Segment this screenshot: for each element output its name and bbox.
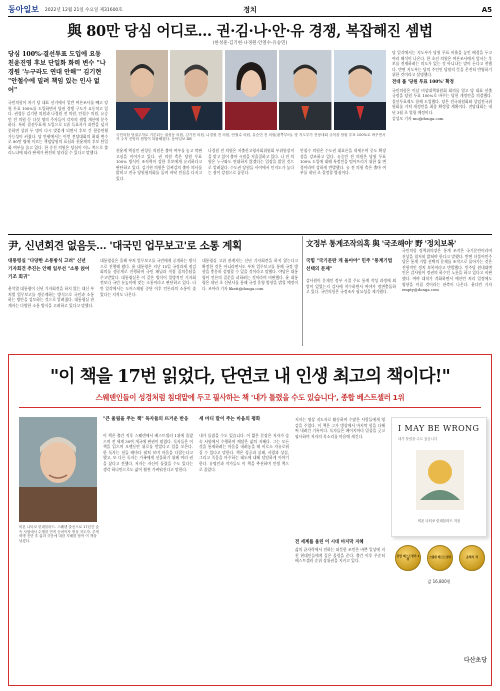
award-medal: 종합 베스트셀러 1위: [395, 545, 421, 571]
top-story-side-column: [392, 50, 492, 230]
third-text-2: 국민의힘 정책위의장은 통계 조작은 국기문란이라며 진상을 철저히 밝혀야 한다고 말했다. 반면 더불어민주당은 통계 기법 선택의 문제를 조작으로 몰아가는 것은 전형적인 정치 보복이라고 반발했다. 민주당 원내대변인은 감사원이 정권의 하수인 노릇을 하고 있다고 비판했다. 여야 대치가 격화하면서 예산안 처리 일정에도 영향을 미칠 것이라는 관측이 나온다.: [402, 248, 492, 287]
ad-column-title: "큰 울림을 주는 책" 독자들의 뜨거운 반응: [103, 417, 189, 422]
book-price: 값 16,800원: [427, 579, 451, 584]
side-text-1: 당 일각에서는 지도부가 당원 투표 비율을 높인 배경을 두고 여러 해석이 나온다. 한 초선 의원은 여론조사에서 앞서는 후보를 견제하려는 의도가 있는 것 아니냐는 말이 돈다고 전했다. 반면 지도부는 당의 주인인 당원의 뜻을 온전히 반영하기 위한 것이라고 설명했다.: [392, 50, 492, 78]
section-title: 정치: [243, 4, 257, 14]
reporter-byline: 윤다빈 기자 empty@donga.com: [402, 281, 492, 293]
book-title: I MAY BE WRONG: [398, 424, 480, 433]
ad-headline: "이 책을 17번 읽었다, 단연코 내 인생 최고의 책이다!": [50, 367, 450, 387]
second-text-3: 대통령실 고위 관계자는 신년 기자회견을 하지 않는다고 확정한 것은 아니라면서도 부처 업무보고를 통해 국정 방향을 충분히 설명할 수 있을 것이라고 말했다. 야당은 대통령이 언론의 질문을 피하려는 것이라며 비판했다. 윤 대통령은 내년 초 신년사를 통해 국정 운영 방향을 밝힐 예정이다.: [202, 258, 298, 291]
ad-section-head: 전 세계를 울린 이 시대 마지막 지혜: [295, 540, 364, 545]
ad-column-title: 세 마디 말이 주는 마음의 평화: [199, 417, 261, 422]
candidate-photo: [225, 50, 277, 130]
ad-text-column: 이 책은 출간 직후 스웨덴에서 베스트셀러 1위에 올랐으며 전 세계 30여 개국에 판권이 팔렸다. 독자들은 이 책을 읽으며 오랫동안 위로를 받았다고 입을 모은다. 한 독자는 힘들 때마다 펼쳐 보며 마음을 다잡는다고 했고, 또 다른 독자는 가족에게 선물하기 위해 여러 권을 샀다고 전했다. 저자는 자신이 틀렸을 수도 있다는 생각 하나만으로도 삶이 훨씬 가벼워진다고 말한다.: [103, 433, 193, 472]
candidate-photo: [279, 50, 331, 130]
book-subtitle: 내가 틀렸을 수도 있습니다: [398, 437, 438, 441]
ad-subhead: 스웨덴인들이 성경처럼 침대맡에 두고 필사하는 책 '내가 틀렸을 수도 있습니다', 종합 베스트셀러 1위: [95, 393, 405, 402]
top-side-text: [392, 50, 492, 230]
side-text-2: 국민의힘은 이날 비상대책위원회 회의를 열고 당 대표 선출 규정을 당원 투표 100%로 바꾸는 당헌 개정안을 의결했다. 결선투표제도 함께 도입했다. 당은 전국위원회와 상임전국위원회를 거쳐 개정안을 최종 확정할 계획이다. 전당대회는 내년 3월 초 열릴 예정이다.: [392, 87, 492, 115]
candidate-photo: [116, 50, 168, 130]
ad-text-column: 내가 틀렸을 수도 있습니다. 이 짧은 문장은 저자가 숲속 사원에서 수행하며 깨달은 삶의 지혜다. 그는 모든 것을 통제하려는 마음을 내려놓을 때 비로소 자유로워질 수 있다고 말한다. 책은 성공과 실패, 사랑과 상실, 그리고 죽음을 마주하는 태도에 대해 담담하게 이야기한다. 유명인과 작가들도 이 책을 추천하며 인생 책으로 꼽았다.: [199, 433, 289, 472]
top-story-columns: [116, 148, 386, 230]
portrait-caption: 비욘 나티코 린데블라드. 스웨덴 출신으로 17년간 숲속 사원에서 수행한 전직 승려이자 명상 지도자. 루게릭병 진단 후 삶과 죽음에 대한 지혜를 담아 이 책을 남겼다.: [19, 525, 99, 543]
third-headline: 文정부 통계조작의혹 與 '국조해야' 野 '정치보복': [306, 239, 456, 248]
second-text-column: 윤석열 대통령이 신년 기자회견을 하지 않는 대신 부처별 업무보고를 생중계하는 방식으로 국민과 소통하는 방안을 검토하는 것으로 알려졌다. 대통령실 관계자는 다양한 소통 방식을 고려하고 있다고 말했다.: [8, 286, 94, 308]
second-text-column: [202, 258, 298, 348]
award-medal: 스웨덴 베스트셀러: [427, 545, 453, 571]
top-text-column: 나경원 전 의원은 저출산고령사회위원회 부위원장직을 맡고 있어 출마 시점을 저울질하고 있다. 나 전 의원은 누구와도 연대하지 않겠다는 입장을 밝힌 것으로 알려졌다. 수도권 당원들 사이에서 인지도가 높다는 점이 강점으로 꼽힌다.: [208, 148, 294, 176]
top-lead-text: 국민의힘이 차기 당 대표 선거에서 일반 여론조사를 빼고 당원 투표 100%를 도입하면서 당권 경쟁 구도가 요동치고 있다. 권성동 김기현 의원과 나경원 전 의원, 안철수 의원, 유승민 전 의원 등 다섯 명의 주자들이 각자의 셈법 계산에 분주하다. 특히 결선투표제 도입으로 1위 득표자가 과반을 넘지 못하면 상위 두 명이 다시 맞붙게 되면서 후보 간 합종연횡 가능성이 커졌다. 당 안팎에서는 이번 전당대회의 최대 변수로 80만 명에 이르는 책임당원의 표심과 친윤계의 후보 단일화 여부를 꼽고 있다. 한 중진 의원은 당심이 어느 쪽으로 쏠리느냐에 따라 판세가 완전히 달라질 수 있다고 말했다.: [8, 100, 108, 156]
candidate-photo: [170, 50, 222, 130]
award-medal: 올해의 책: [459, 545, 485, 571]
publisher-name: 다산초당: [463, 657, 487, 664]
reporter-byline: 조아라 기자 likeit@donga.com: [208, 285, 264, 291]
ad-text-column: 저자는 명상 지도자로 활동하며 수많은 사람들에게 영감을 주었다. 이 책은 그가 병상에서 마지막 힘을 다해 써 내려간 기록이다. 독자들은 페이지마다 밑줄을 긋고 필사하며 저자의 목소리를 마음에 새긴다. 전 세계를 울린 이 시대 마지막 지혜 삶의 끝자락에서 전하는 따뜻한 조언은 바쁜 일상에 지친 현대인들에게 깊은 울림을 준다. 출간 이후 꾸준히 베스트셀러 순위 상위권을 지키고 있다.: [295, 417, 385, 564]
second-text-column: 대통령실은 올해 부처 업무보고를 국민에게 공개하는 방식으로 진행해 왔다. 윤 대통령은 지난 15일 국정과제 점검회의를 생중계로 진행하며 국민 패널과 직접 질의응답을 주고받았다. 대통령실은 이 같은 방식이 일방적인 기자회견보다 국민 눈높이에 맞는 소통이라고 판단하고 있다. 다만 일각에서는 도어스테핑 중단 이후 언론과의 소통이 줄었다는 지적도 나온다.: [100, 258, 196, 297]
top-byline: (한성훈·김기현·나경원·안철수·유승민): [212, 41, 288, 46]
candidate-photos: [116, 50, 386, 130]
top-text-column: 안철수 의원은 수도권 대표론을 내세우며 중도 확장성을 강조하고 있다. 유승민 전 의원은 당원 투표 100% 도입에 대해 특정인을 떨어뜨리기 위한 룰 변경이라며 강하게 반발했다. 유 전 의원 측은 출마 여부를 내년 초 결정할 방침이다.: [300, 148, 386, 176]
third-text-column: 감사원이 문재인 정부 시절 주요 통계 작성 과정에 외압이 있었는지 감사에 착수하면서 여야가 정면충돌하고 있다. 국민의힘은 국정조사 필요성을 제기했다.: [306, 278, 396, 295]
masthead-rule: [8, 16, 492, 17]
top-headline: 與 80만 당심 어디로… 권·김·나·안·유 경쟁, 복잡해진 셈법: [67, 23, 433, 40]
newspaper-logo: 동아일보: [8, 4, 39, 14]
ad-divider: [19, 407, 481, 408]
second-headline: 尹, 신년회견 없음듯… '대국민 업무보고'로 소통 계획: [8, 240, 242, 252]
third-subhead: 국힘 "국기문란 게 돌아야" 민주 "통계기법 선택의 문제": [306, 259, 393, 272]
third-text-column: [402, 248, 492, 348]
photo-caption: 국민의힘 당권주자로 거론되는 권성동 의원, 김기현 의원, 나경원 전 의원, 안철수 의원, 유승민 전 의원(왼쪽부터). 당 지도부가 전당대회 규칙을 당원 투표 100%로 바꾸면서 각 주자 진영의 셈법이 복잡해졌다. 동아일보 DB: [116, 133, 386, 142]
top-kicker: 당심 100%·결선투표 도입에 요동 친윤진영 후보 단일화 화력 변수 "나경원 '누구라도 연대 안해'" 김기현 "안철수에 밀려 책임 있는 인사 없어": [8, 51, 106, 94]
column-divider: [302, 236, 303, 346]
top-text-column: 친윤계 핵심인 권성동 의원은 출마 여부를 놓고 막판 고심을 이어가고 있다. 권 의원 측은 당원 투표 100% 방식이 조직력이 강한 후보에게 유리하다고 판단하고 있다. 김기현 의원은 일찌감치 출마 의사를 밝히고 전국 당원협의회를 돌며 바닥 민심을 다지고 있다.: [116, 148, 202, 181]
award-medals: [395, 545, 485, 571]
author-portrait: [19, 417, 97, 522]
masthead: [8, 3, 492, 16]
book-cover: [391, 417, 487, 537]
reporter-byline: 김성모 기자 mo@donga.com: [392, 115, 444, 121]
book-advertisement: [8, 354, 492, 686]
second-subhead: 대통령실 "다양한 소통방식 고려" 신년 기자회견 추진는 안해 일부선 "소통 얹어 기조 회귀": [8, 259, 90, 280]
top-story-lead-column: [8, 50, 108, 230]
story-divider: [8, 234, 492, 235]
book-author: 비욘 나티코 린데블라드 지음: [417, 519, 461, 523]
book-cover-art: [416, 450, 464, 510]
page-number: A5: [481, 5, 492, 14]
candidate-photo: [334, 50, 386, 130]
dateline: 2022년 12월 21일 수요일 제31600호: [44, 7, 123, 13]
side-box-head: 전대 룰 '당원 투표 100%' 확정: [392, 79, 454, 85]
